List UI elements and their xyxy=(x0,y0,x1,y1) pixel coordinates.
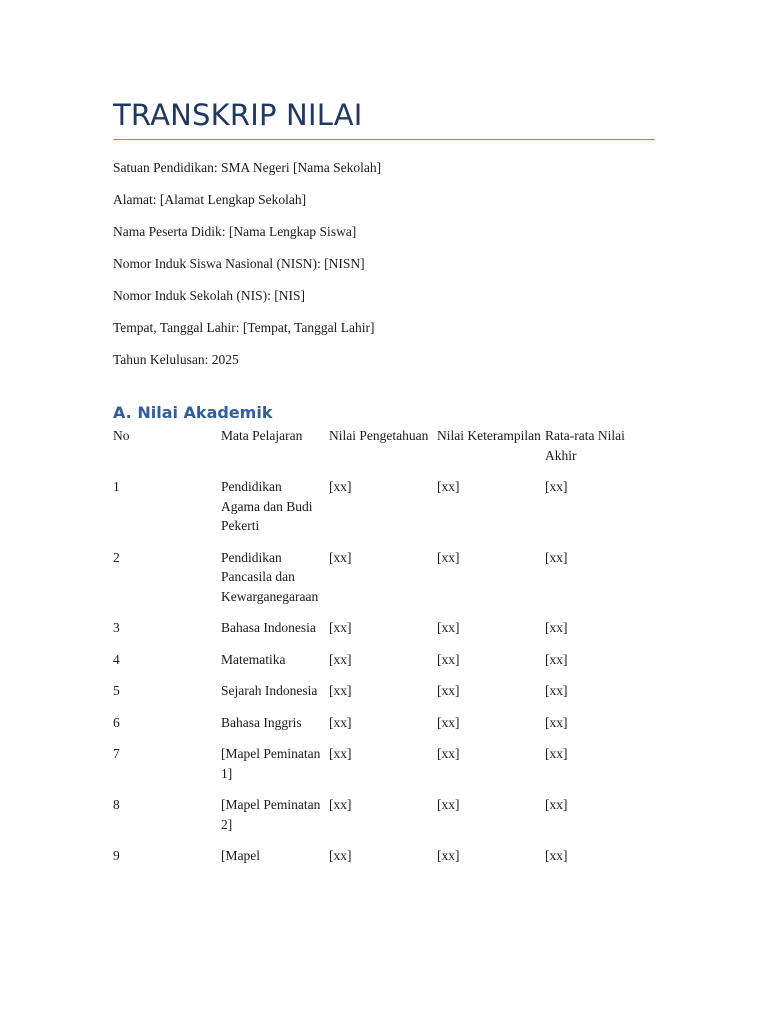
subject-cell: [Mapel Peminatan 2] xyxy=(221,797,321,832)
school-line: Satuan Pendidikan: SMA Negeri [Nama Sekolah] xyxy=(113,160,382,175)
graduation-year-line: Tahun Kelulusan: 2025 xyxy=(113,352,239,367)
knowledge-score-cell: [xx] xyxy=(329,797,352,812)
row-number: 4 xyxy=(113,651,120,667)
birth-line: Tempat, Tanggal Lahir: [Tempat, Tanggal Lahir] xyxy=(113,320,375,335)
skill-score-cell: [xx] xyxy=(437,479,460,494)
column-header-average: Rata-rata Nilai Akhir xyxy=(545,428,625,463)
subject-cell: Sejarah Indonesia xyxy=(221,683,318,698)
column-header-skill: Nilai Keterampilan xyxy=(437,428,541,443)
row-number: 9 xyxy=(113,848,120,863)
table-row xyxy=(113,713,655,733)
row-number: 1 xyxy=(113,479,120,494)
row-number: 3 xyxy=(113,620,120,635)
table-row xyxy=(113,477,655,536)
skill-score-cell: [xx] xyxy=(437,651,460,667)
table-row xyxy=(113,795,655,834)
average-score-cell: [xx] xyxy=(545,797,568,812)
student-name-line: Nama Peserta Didik: [Nama Lengkap Siswa] xyxy=(113,224,357,239)
row-number: 2 xyxy=(113,549,120,565)
table-header-row xyxy=(113,426,655,465)
average-score-cell: [xx] xyxy=(545,651,568,667)
skill-score-cell: [xx] xyxy=(437,848,460,863)
nisn-line: Nomor Induk Siswa Nasional (NISN): [NISN] xyxy=(113,256,365,271)
row-number: 5 xyxy=(113,683,120,698)
knowledge-score-cell: [xx] xyxy=(329,620,352,635)
section-heading-academic: A. Nilai Akademik xyxy=(113,403,273,422)
column-header-subject: Mata Pelajaran xyxy=(221,428,303,443)
column-header-no: No xyxy=(113,428,130,443)
skill-score-cell: [xx] xyxy=(437,797,460,812)
table-row xyxy=(113,681,655,701)
row-number: 8 xyxy=(113,797,120,812)
subject-cell: Bahasa Indonesia xyxy=(221,620,316,635)
table-row xyxy=(113,618,655,638)
title-divider xyxy=(113,139,655,140)
grades-table xyxy=(113,426,655,878)
skill-score-cell: [xx] xyxy=(437,746,460,761)
table-row xyxy=(113,548,655,607)
row-number: 7 xyxy=(113,746,120,761)
page-title: TRANSKRIP NILAI xyxy=(113,98,363,132)
subject-cell: Pendidikan Pancasila dan Kewarganegaraan xyxy=(221,549,319,604)
table-row xyxy=(113,650,655,670)
row-number: 6 xyxy=(113,714,120,730)
column-header-knowledge: Nilai Pengetahuan xyxy=(329,428,429,443)
skill-score-cell: [xx] xyxy=(437,714,460,730)
subject-cell: [Mapel Peminatan 1] xyxy=(221,746,321,781)
knowledge-score-cell: [xx] xyxy=(329,549,352,565)
student-info xyxy=(113,155,655,379)
average-score-cell: [xx] xyxy=(545,620,568,635)
average-score-cell: [xx] xyxy=(545,683,568,698)
knowledge-score-cell: [xx] xyxy=(329,651,352,667)
address-line: Alamat: [Alamat Lengkap Sekolah] xyxy=(113,192,307,207)
subject-cell: Pendidikan Agama dan Budi Pekerti xyxy=(221,479,313,533)
skill-score-cell: [xx] xyxy=(437,549,460,565)
average-score-cell: [xx] xyxy=(545,479,568,494)
table-row xyxy=(113,744,655,783)
average-score-cell: [xx] xyxy=(545,746,568,761)
average-score-cell: [xx] xyxy=(545,714,568,730)
skill-score-cell: [xx] xyxy=(437,683,460,698)
subject-cell: Matematika xyxy=(221,651,286,667)
knowledge-score-cell: [xx] xyxy=(329,683,352,698)
average-score-cell: [xx] xyxy=(545,549,568,565)
skill-score-cell: [xx] xyxy=(437,620,460,635)
subject-cell: Bahasa Inggris xyxy=(221,714,302,730)
knowledge-score-cell: [xx] xyxy=(329,479,352,494)
table-row xyxy=(113,846,655,866)
subject-cell: [Mapel xyxy=(221,848,260,863)
knowledge-score-cell: [xx] xyxy=(329,714,352,730)
knowledge-score-cell: [xx] xyxy=(329,848,352,863)
knowledge-score-cell: [xx] xyxy=(329,746,352,761)
nis-line: Nomor Induk Sekolah (NIS): [NIS] xyxy=(113,288,305,303)
average-score-cell: [xx] xyxy=(545,848,568,863)
table-body xyxy=(113,477,655,866)
